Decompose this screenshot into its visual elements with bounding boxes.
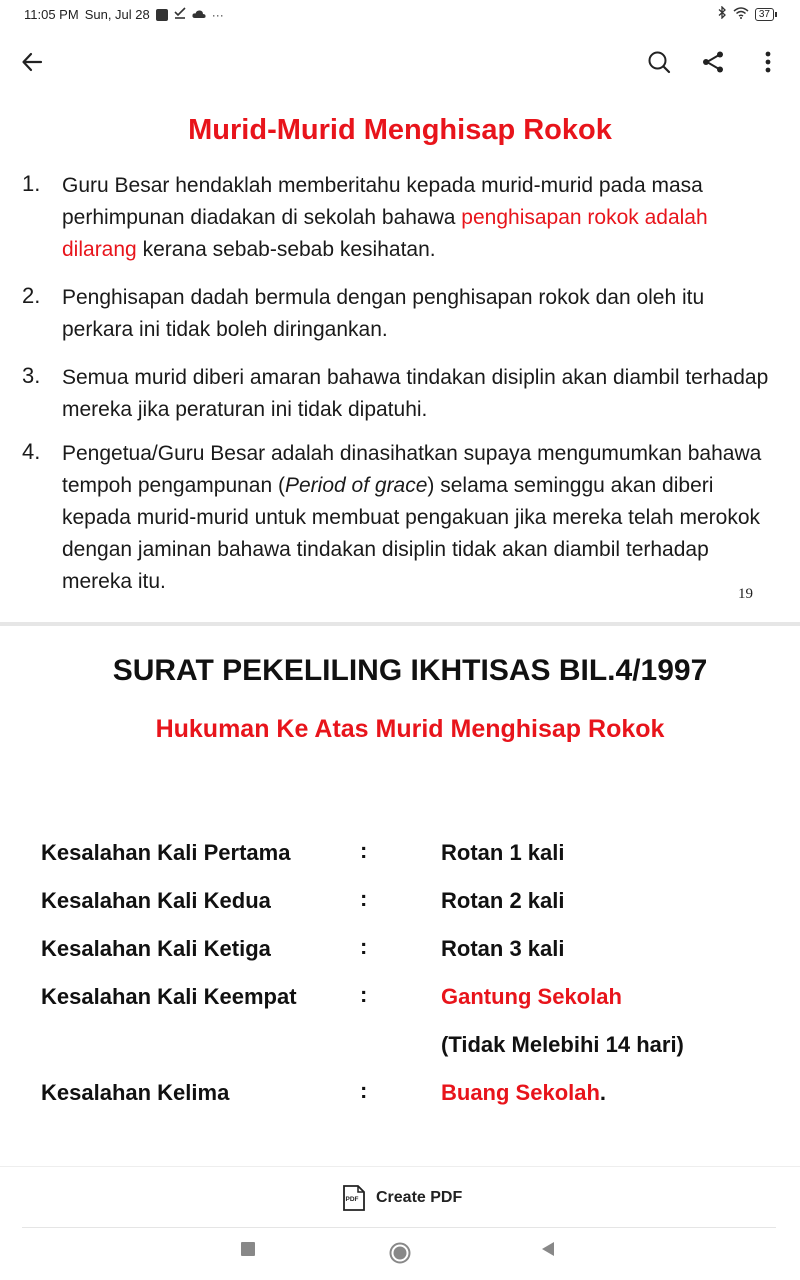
pdf-icon-text: PDF bbox=[345, 1196, 359, 1203]
punishment-value-wrapper bbox=[441, 1080, 606, 1106]
punishment-value: Gantung Sekolah bbox=[441, 984, 622, 1009]
offence-label: Kesalahan Kali Keempat bbox=[41, 984, 297, 1009]
ordered-list bbox=[20, 170, 780, 614]
separator-colon: : bbox=[360, 934, 368, 959]
list-item bbox=[20, 438, 780, 598]
share-button[interactable] bbox=[695, 44, 731, 80]
arrow-left-icon bbox=[21, 51, 43, 73]
nav-back-button[interactable] bbox=[541, 1242, 555, 1256]
page-number: 19 bbox=[738, 586, 753, 602]
home-button[interactable] bbox=[389, 1242, 411, 1264]
list-item bbox=[20, 170, 780, 266]
circle-icon bbox=[389, 1242, 411, 1264]
list-number: 2. bbox=[22, 283, 41, 308]
punishment-value: Rotan 1 kali bbox=[441, 840, 565, 865]
pdf-file-icon bbox=[342, 1185, 366, 1211]
italic-text: Period of grace bbox=[285, 474, 428, 497]
punishment-suffix: . bbox=[599, 1080, 607, 1105]
more-notifications-indicator: ··· bbox=[211, 7, 224, 22]
offence-label: Kesalahan Kelima bbox=[41, 1080, 230, 1105]
table-row bbox=[0, 884, 800, 932]
list-text: Semua murid diberi amaran bahawa tindakan disiplin akan diambil terhadap mereka jika peraturan ini tidak dipatuhi. bbox=[62, 366, 769, 421]
list-number: 3. bbox=[22, 363, 41, 388]
more-vertical-icon bbox=[765, 51, 771, 73]
wifi-icon bbox=[733, 7, 749, 22]
search-button[interactable] bbox=[641, 44, 677, 80]
table-row bbox=[0, 1028, 800, 1076]
table-row bbox=[0, 932, 800, 980]
punishment-value: Rotan 3 kali bbox=[441, 936, 565, 961]
battery-icon: 37 bbox=[755, 8, 774, 21]
toolbar bbox=[0, 36, 800, 88]
share-icon bbox=[701, 50, 725, 74]
list-number: 1. bbox=[22, 171, 41, 196]
page-divider bbox=[0, 622, 800, 626]
list-text: Penghisapan dadah bermula dengan penghisapan rokok dan oleh itu perkara ini tidak boleh diringankan. bbox=[62, 286, 705, 341]
circular-subtitle: Hukuman Ke Atas Murid Menghisap Rokok bbox=[155, 715, 665, 743]
list-text: Guru Besar hendaklah memberitahu kepada murid-murid pada masa perhimpunan diadakan di sekolah bahawa bbox=[62, 174, 703, 229]
create-pdf-label: Create PDF bbox=[376, 1189, 463, 1206]
list-number: 4. bbox=[22, 439, 41, 464]
back-button[interactable] bbox=[14, 44, 50, 80]
status-bar-left bbox=[24, 7, 224, 22]
app-notification-icon bbox=[156, 9, 168, 21]
table-row bbox=[0, 1076, 800, 1124]
offence-label: Kesalahan Kali Kedua bbox=[41, 888, 271, 913]
page-title: Murid-Murid Menghisap Rokok bbox=[188, 114, 612, 146]
recents-button[interactable] bbox=[241, 1242, 255, 1256]
table-row bbox=[0, 836, 800, 884]
bluetooth-icon bbox=[718, 6, 727, 22]
list-text: kerana sebab-sebab kesihatan. bbox=[136, 238, 436, 261]
offence-label: Kesalahan Kali Ketiga bbox=[41, 936, 271, 961]
status-time: 11:05 PM bbox=[24, 7, 79, 22]
triangle-back-icon bbox=[541, 1242, 555, 1256]
separator-colon: : bbox=[360, 982, 368, 1007]
separator-colon: : bbox=[360, 838, 368, 863]
separator-colon: : bbox=[360, 886, 368, 911]
table-row bbox=[0, 980, 800, 1028]
status-bar-right bbox=[718, 6, 774, 22]
punishment-value: Buang Sekolah bbox=[441, 1080, 600, 1105]
bottom-action-bar bbox=[0, 1166, 800, 1229]
cloud-icon bbox=[192, 7, 206, 22]
search-icon bbox=[647, 50, 671, 74]
status-bar bbox=[0, 0, 800, 30]
punishment-table bbox=[0, 836, 800, 1124]
punishment-value: Rotan 2 kali bbox=[441, 888, 565, 913]
circular-title: SURAT PEKELILING IKHTISAS BIL.4/1997 bbox=[112, 654, 708, 687]
create-pdf-button[interactable] bbox=[342, 1185, 462, 1211]
list-text: Pengetua/Guru Besar adalah dinasihatkan supaya mengumumkan bahawa tempoh pengampunan ( bbox=[62, 442, 762, 497]
list-text: ) selama seminggu akan diberi kepada murid-murid untuk membuat pengakuan jika mereka telah merokok dengan jaminan bahawa tindakan disiplin tidak akan diambil terhadap mereka itu. bbox=[62, 474, 761, 593]
list-item bbox=[20, 282, 780, 346]
square-icon bbox=[241, 1242, 255, 1256]
more-options-button[interactable] bbox=[750, 44, 786, 80]
list-item bbox=[20, 362, 780, 426]
system-navigation-bar bbox=[0, 1228, 800, 1280]
download-done-icon bbox=[174, 7, 186, 22]
offence-label: Kesalahan Kali Pertama bbox=[41, 840, 291, 865]
status-date: Sun, Jul 28 bbox=[84, 7, 150, 22]
separator-colon: : bbox=[360, 1078, 368, 1103]
punishment-note: (Tidak Melebihi 14 hari) bbox=[441, 1032, 684, 1057]
highlighted-text: penghisapan rokok adalah dilarang bbox=[62, 206, 708, 261]
